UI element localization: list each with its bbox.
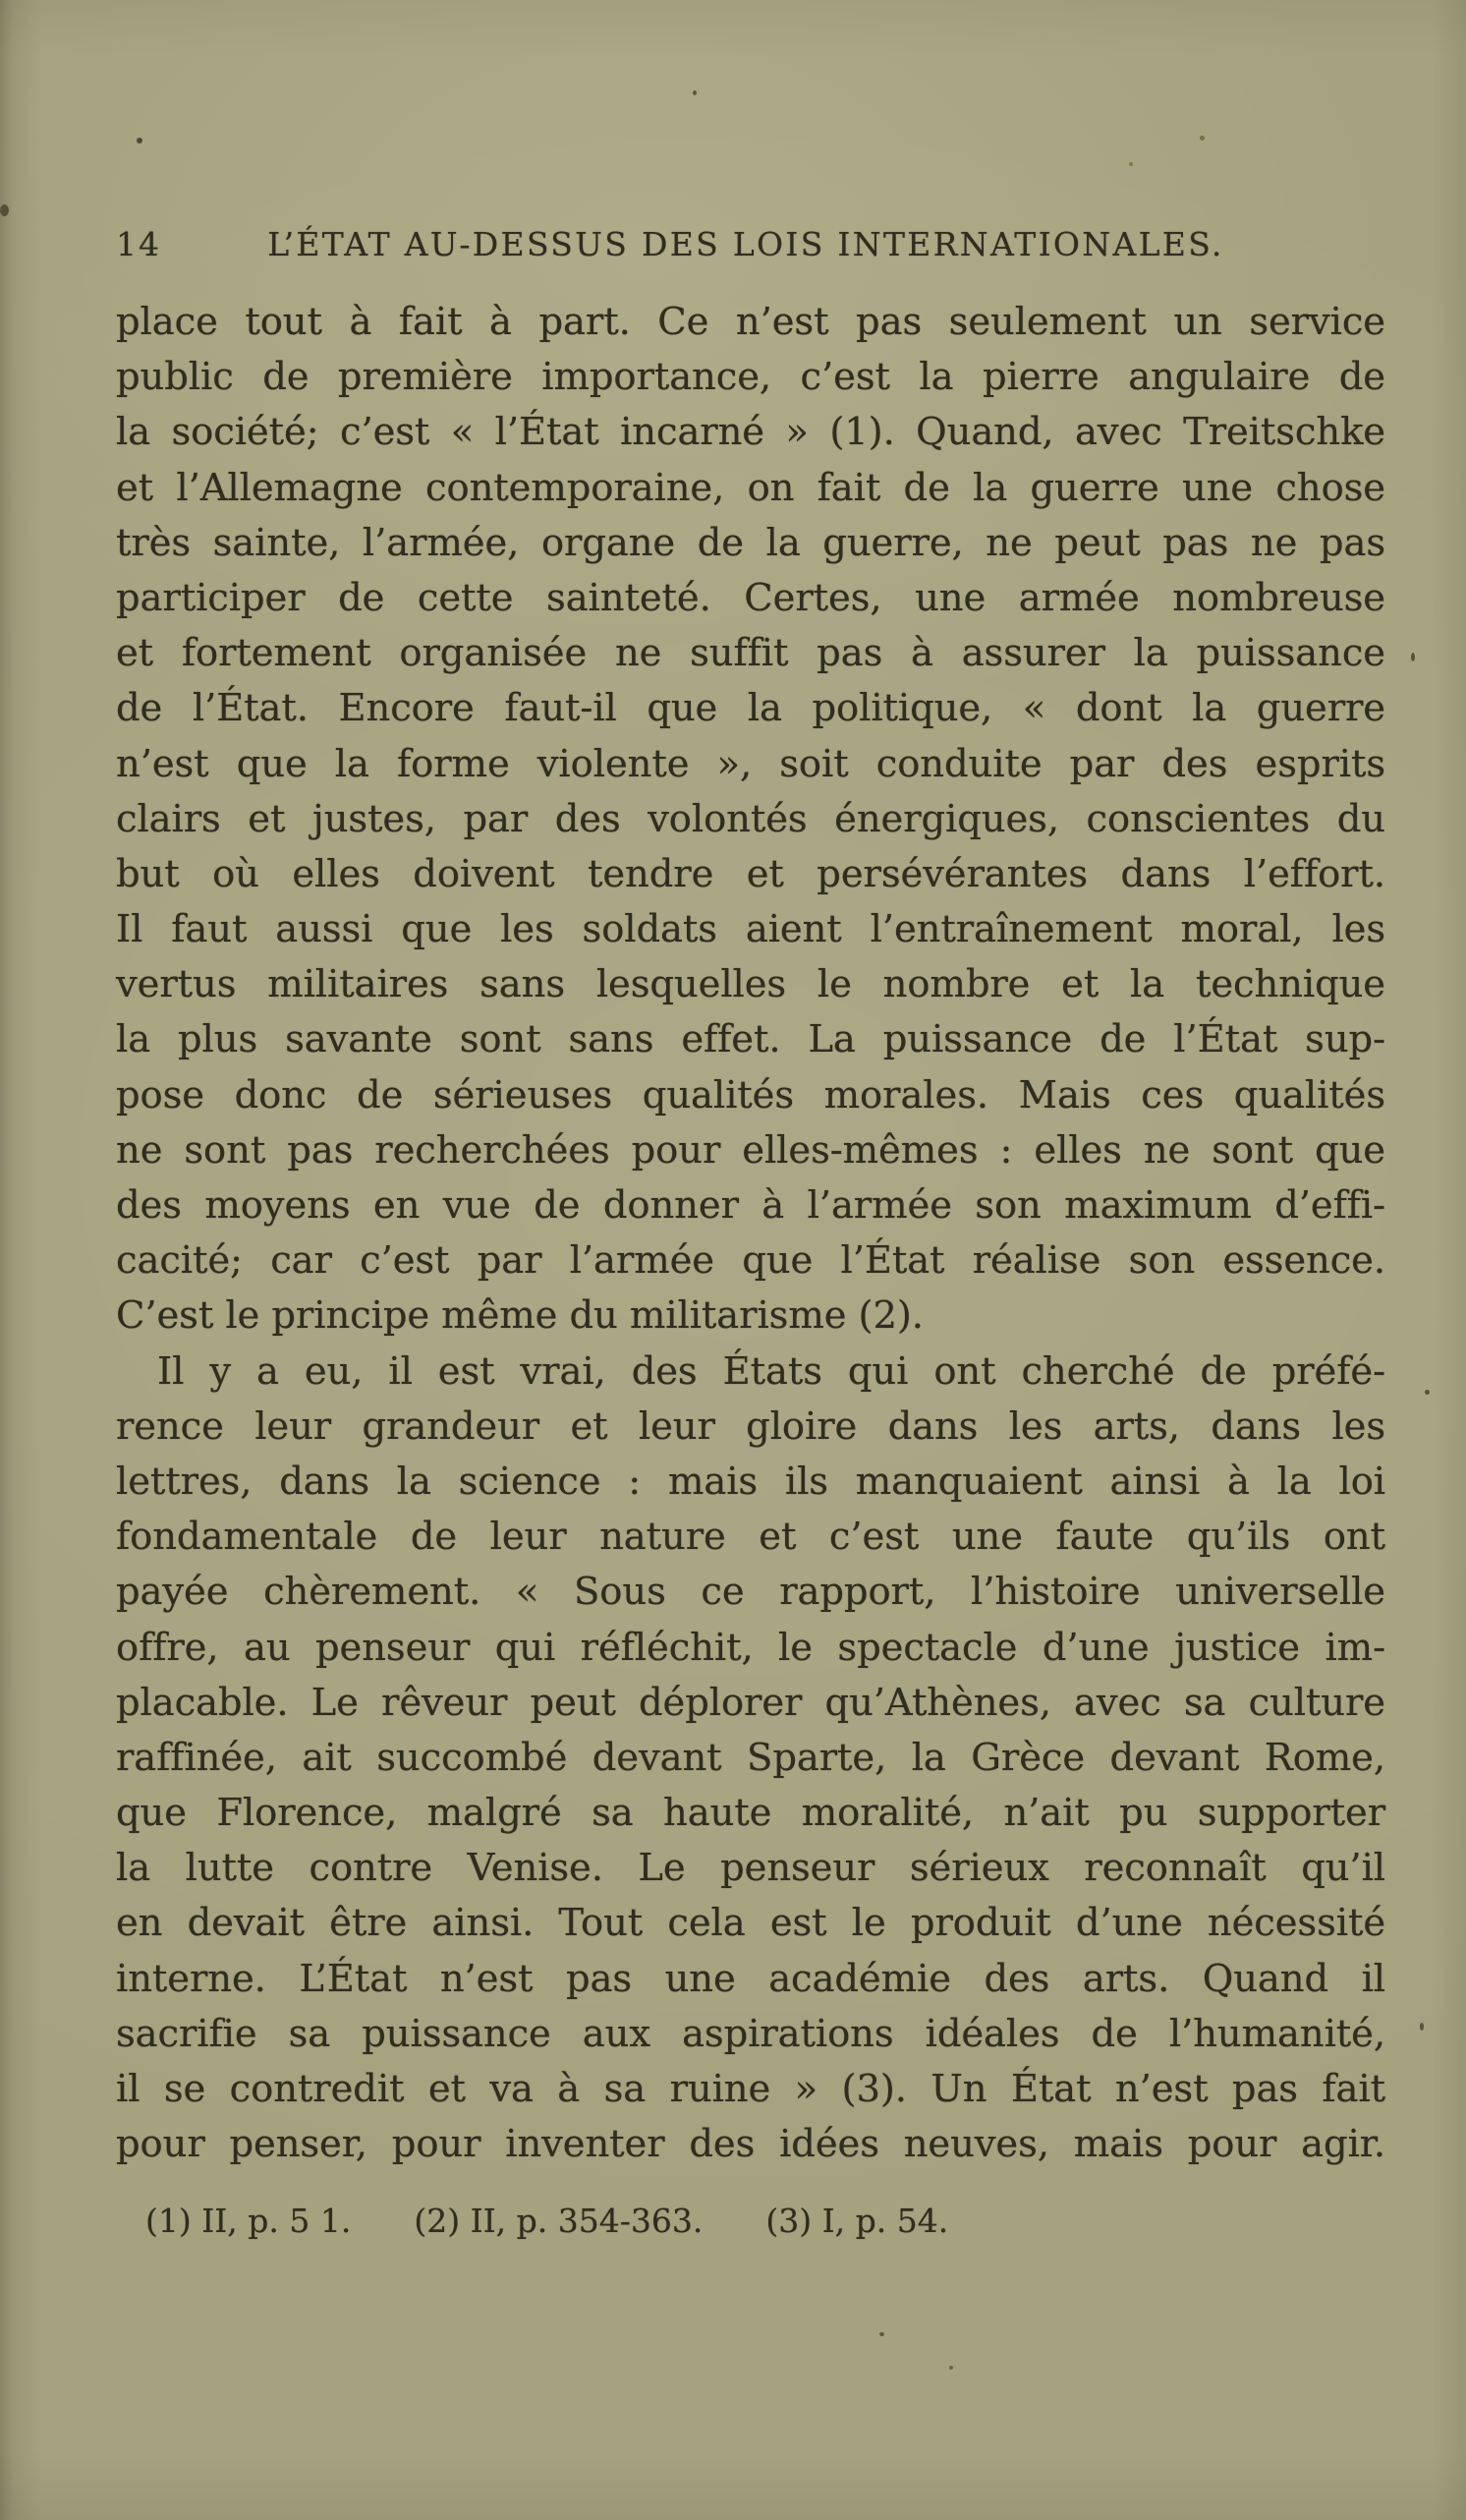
paper-speck [1411, 653, 1415, 661]
text-line: il se contredit et va à sa ruine » (3). Un État n’est pas fait [116, 2067, 1385, 2111]
footnote-2: (2) II, p. 354-363. [414, 2202, 704, 2240]
text-line: public de première importance, c’est la pierre angulaire de [116, 355, 1385, 400]
text-line: vertus militaires sans lesquelles le nombre et la technique [116, 962, 1385, 1007]
text-line: raffinée, ait succombé devant Sparte, la Grèce devant Rome, [116, 1735, 1385, 1780]
text-line-paragraph-end: C’est le principe même du militarisme (2). [116, 1293, 924, 1339]
running-header-row [116, 225, 1383, 263]
paper-speck [1420, 2023, 1424, 2031]
text-line: pose donc de sérieuses qualités morales. Mais ces qualités [116, 1072, 1385, 1117]
text-line: cacité; car c’est par l’armée que l’État réalise son essence. [116, 1238, 1385, 1284]
text-line: en devait être ainsi. Tout cela est le produit d’une nécessité [116, 1901, 1385, 1946]
paper-speck [1129, 162, 1133, 166]
paper-speck [693, 90, 697, 95]
text-line-paragraph-start: Il y a eu, il est vrai, des États qui ont cherché de préfé- [157, 1348, 1385, 1394]
text-line: offre, au penseur qui réfléchit, le spectacle d’une justice im- [116, 1625, 1385, 1670]
text-line: Il faut aussi que les soldats aient l’entraînement moral, les [116, 907, 1385, 952]
text-line: et fortement organisée ne suffit pas à assurer la puissance [116, 631, 1385, 676]
text-line: rence leur grandeur et leur gloire dans les arts, dans les [116, 1403, 1385, 1449]
body-text [116, 295, 1385, 2172]
page-number: 14 [116, 225, 161, 263]
text-line: pour penser, pour inventer des idées neuves, mais pour agir. [116, 2122, 1385, 2167]
text-line: placable. Le rêveur peut déplorer qu’Athènes, avec sa culture [116, 1680, 1385, 1725]
footnotes-row [145, 2202, 1325, 2240]
paper-speck [0, 204, 9, 216]
text-line: payée chèrement. « Sous ce rapport, l’histoire universelle [116, 1570, 1385, 1615]
text-line: des moyens en vue de donner à l’armée son maximum d’effi- [116, 1183, 1385, 1228]
text-line: lettres, dans la science : mais ils manquaient ainsi à la loi [116, 1459, 1385, 1504]
text-line: sacrifie sa puissance aux aspirations idéales de l’humanité, [116, 2011, 1385, 2056]
running-header-title: L’ÉTAT AU-DESSUS DES LOIS INTERNATIONALES. [267, 225, 1224, 263]
text-line: la plus savante sont sans effet. La puissance de l’État sup- [116, 1017, 1385, 1062]
text-line: très sainte, l’armée, organe de la guerre, ne peut pas ne pas [116, 520, 1385, 565]
text-line: fondamentale de leur nature et c’est une faute qu’ils ont [116, 1515, 1385, 1560]
text-line: et l’Allemagne contemporaine, on fait de la guerre une chose [116, 465, 1385, 510]
text-line: de l’État. Encore faut-il que la politique, « dont la guerre [116, 686, 1385, 731]
paper-speck [949, 2366, 953, 2370]
text-line: la lutte contre Venise. Le penseur sérieux reconnaît qu’il [116, 1846, 1385, 1891]
text-line: la société; c’est « l’État incarné » (1). Quand, avec Treitschke [116, 410, 1385, 455]
paper-speck [137, 138, 142, 143]
text-line: place tout à fait à part. Ce n’est pas seulement un service [116, 300, 1385, 344]
text-line: que Florence, malgré sa haute moralité, n’ait pu supporter [116, 1791, 1385, 1836]
text-line: n’est que la forme violente », soit conduite par des esprits [116, 741, 1385, 786]
text-line: interne. L’État n’est pas une académie des arts. Quand il [116, 1956, 1385, 2001]
paper-speck [1425, 1390, 1430, 1395]
paper-speck [879, 2332, 884, 2336]
footnote-1: (1) II, p. 5 1. [145, 2202, 352, 2240]
text-line: participer de cette sainteté. Certes, une armée nombreuse [116, 575, 1385, 620]
footnote-3: (3) I, p. 54. [765, 2202, 949, 2240]
text-line: ne sont pas recherchées pour elles-mêmes : elles ne sont que [116, 1127, 1385, 1173]
text-line: clairs et justes, par des volontés énergiques, conscientes du [116, 796, 1385, 841]
paper-speck [1200, 136, 1205, 141]
text-line: but où elles doivent tendre et persévérantes dans l’effort. [116, 851, 1385, 896]
